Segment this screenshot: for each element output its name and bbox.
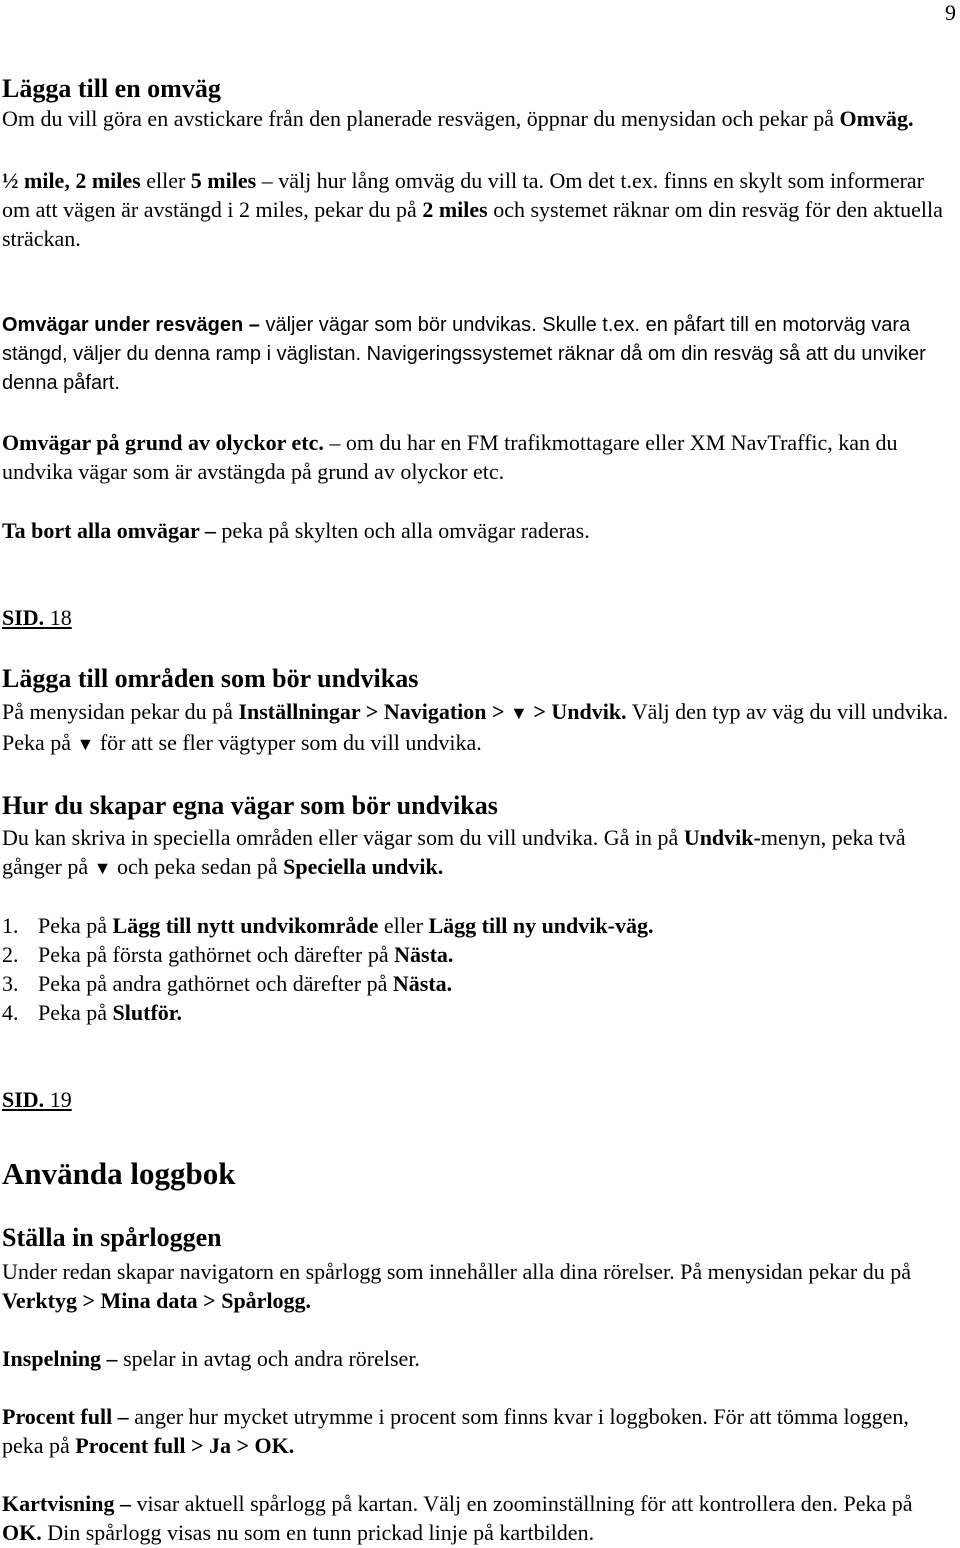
steps-list xyxy=(2,911,954,1027)
list-item: 2. Peka på första gathörnet och därefter på Nästa. xyxy=(2,942,454,967)
inspelning-paragraph: Inspelning – spelar in avtag och andra rörelser. xyxy=(2,1346,420,1371)
egna-vagar-paragraph: Du kan skriva in speciella områden eller vägar som du vill undvika. Gå in på Undvik-menyn, peka två gånger på ▼ och peka sedan på Speciella undvik. xyxy=(2,823,954,883)
omvag-under-resvagen: Omvägar under resvägen – väljer vägar som bör undvikas. Skulle t.ex. en påfart till en motorväg vara stängd, väljer du denna ramp i väglistan. Navigeringssystemet räknar då om din resväg så att du unviker denna påfart. xyxy=(2,314,926,394)
procent-full-paragraph: Procent full – anger hur mycket utrymme i procent som finns kvar i loggboken. För att tömma loggen, peka på Procent full > Ja > OK. xyxy=(2,1404,909,1458)
section-title-omraden: Lägga till områden som bör undvikas xyxy=(2,664,419,693)
triangle-down-icon: ▼ xyxy=(510,703,528,723)
sparlogg-paragraph: Under redan skapar navigatorn en spårlogg som innehåller alla dina rörelser. På menysidan pekar du på Verktyg > Mina data > Spårlogg. xyxy=(2,1259,912,1313)
triangle-down-icon: ▼ xyxy=(93,858,112,878)
section-title-egna-vagar: Hur du skapar egna vägar som bör undvikas xyxy=(2,791,498,820)
triangle-down-icon: ▼ xyxy=(76,734,95,754)
omvag-olyckor: Omvägar på grund av olyckor etc. – om du har en FM trafikmottagare eller XM NavTraffic, kan du undvika vägar som är avstängda på grund av olyckor etc. xyxy=(2,430,898,484)
chapter-title-loggbok: Använda loggbok xyxy=(2,1156,236,1191)
omvag-intro: Om du vill göra en avstickare från den planerade resvägen, öppnar du menysidan och pekar på Omväg. xyxy=(2,106,914,131)
sid-19-marker: SID. 19 xyxy=(2,1087,72,1112)
sid-18-marker: SID. 18 xyxy=(2,605,72,630)
omvag-distance-paragraph: ½ mile, 2 miles eller 5 miles – välj hur lång omväg du vill ta. Om det t.ex. finns en skylt som informerar om att vägen är avstängd i 2 miles, pekar du på 2 miles och systemet räknar om din resväg för den aktuella sträckan. xyxy=(2,168,943,251)
omvag-ta-bort: Ta bort alla omvägar – peka på skylten och alla omvägar raderas. xyxy=(2,518,590,543)
list-item: 1. Peka på Lägg till nytt undvikområde eller Lägg till ny undvik-väg. xyxy=(2,913,654,938)
section-title-omvag: Lägga till en omväg xyxy=(2,74,221,103)
list-item: 4. Peka på Slutför. xyxy=(2,1000,183,1025)
omraden-paragraph: På menysidan pekar du på Inställningar > Navigation > ▼ > Undvik. Välj den typ av väg du vill undvika. Peka på ▼ för att se fler vägtyper som du vill undvika. xyxy=(2,697,954,759)
section-title-sparloggen: Ställa in spårloggen xyxy=(2,1223,222,1252)
kartvisning-paragraph: Kartvisning – visar aktuell spårlogg på kartan. Välj en zoominställning för att kontrollera den. Peka på OK. Din spårlogg visas nu som en tunn prickad linje på kartbilden. xyxy=(2,1491,913,1545)
list-item: 3. Peka på andra gathörnet och därefter på Nästa. xyxy=(2,971,453,996)
page-number: 9 xyxy=(945,0,956,25)
